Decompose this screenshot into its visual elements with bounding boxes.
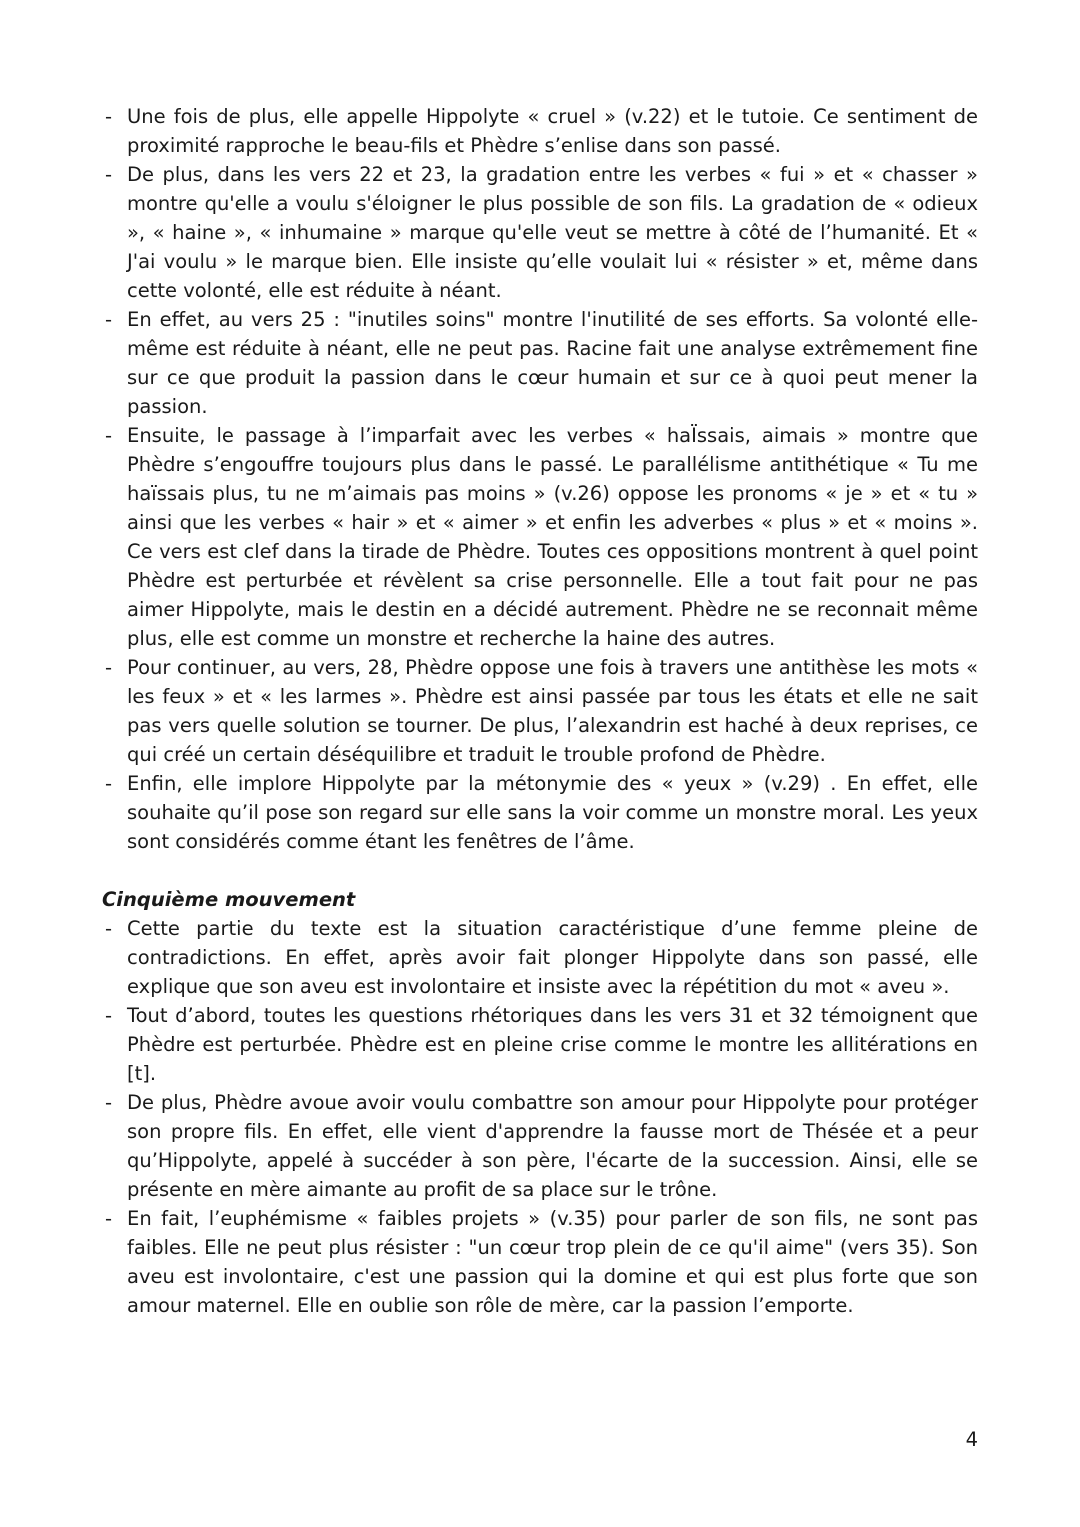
- page-content: [100, 102, 978, 1320]
- bullet-item: - Tout d’abord, toutes les questions rhétoriques dans les vers 31 et 32 témoignent que Phèdre est perturbée. Phèdre est en pleine crise comme le montre les allitérations en [t].: [100, 1001, 978, 1088]
- bullet-item: - Enfin, elle implore Hippolyte par la métonymie des « yeux » (v.29) . En effet, elle souhaite qu’il pose son regard sur elle sans la voir comme un monstre moral. Les yeux sont considérés comme étant les fenêtres de l’âme.: [100, 769, 978, 856]
- page-number: 4: [965, 1428, 978, 1451]
- bullet-item: - Cette partie du texte est la situation caractéristique d’une femme pleine de contradictions. En effet, après avoir fait plonger Hippolyte dans son passé, elle explique que son aveu est involontaire et insiste avec la répétition du mot « aveu ».: [100, 914, 978, 1001]
- section4-bullet-list: [100, 102, 978, 856]
- bullet-item: - En fait, l’euphémisme « faibles projets » (v.35) pour parler de son fils, ne sont pas faibles. Elle ne peut plus résister : "un cœur trop plein de ce qu'il aime" (vers 35). Son aveu est involontaire, c'est une passion qui la domine et qui est plus forte que son amour maternel. Elle en oublie son rôle de mère, car la passion l’emporte.: [100, 1204, 978, 1320]
- section-heading: Cinquième mouvement: [102, 888, 356, 911]
- bullet-item: - De plus, dans les vers 22 et 23, la gradation entre les verbes « fui » et « chasser » montre qu'elle a voulu s'éloigner le plus possible de son fils. La gradation de « odieux », « haine », « inhumaine » marque qu'elle veut se mettre à côté de l’humanité. Et « J'ai voulu » le marque bien. Elle insiste qu’elle voulait lui « résister » et, même dans cette volonté, elle est réduite à néant.: [100, 160, 978, 305]
- bullet-item: - Une fois de plus, elle appelle Hippolyte « cruel » (v.22) et le tutoie. Ce sentiment de proximité rapproche le beau-fils et Phèdre s’enlise dans son passé.: [100, 102, 978, 160]
- bullet-item: - Ensuite, le passage à l’imparfait avec les verbes « haÏssais, aimais » montre que Phèdre s’engouffre toujours plus dans le passé. Le parallélisme antithétique « Tu me haïssais plus, tu ne m’aimais pas moins » (v.26) oppose les pronoms « je » et « tu » ainsi que les verbes « hair » et « aimer » et enfin les adverbes « plus » et « moins ». Ce vers est clef dans la tirade de Phèdre. Toutes ces oppositions montrent à quel point Phèdre est perturbée et révèlent sa crise personnelle. Elle a tout fait pour ne pas aimer Hippolyte, mais le destin en a décidé autrement. Phèdre ne se reconnait même plus, elle est comme un monstre et recherche la haine des autres.: [100, 421, 978, 653]
- bullet-item: - Pour continuer, au vers, 28, Phèdre oppose une fois à travers une antithèse les mots « les feux » et « les larmes ». Phèdre est ainsi passée par tous les états et elle ne sait pas vers quelle solution se tourner. De plus, l’alexandrin est haché à deux reprises, ce qui créé un certain déséquilibre et traduit le trouble profond de Phèdre.: [100, 653, 978, 769]
- bullet-item: - De plus, Phèdre avoue avoir voulu combattre son amour pour Hippolyte pour protéger son propre fils. En effet, elle vient d'apprendre la fausse mort de Thésée et a peur qu’Hippolyte, appelé à succéder à son père, l'écarte de la succession. Ainsi, elle se présente en mère aimante au profit de sa place sur le trône.: [100, 1088, 978, 1204]
- bullet-item: - En effet, au vers 25 : "inutiles soins" montre l'inutilité de ses efforts. Sa volonté elle-même est réduite à néant, elle ne peut pas. Racine fait une analyse extrêmement fine sur ce que produit la passion dans le cœur humain et sur ce à quoi peut mener la passion.: [100, 305, 978, 421]
- section5-bullet-list: [100, 914, 978, 1320]
